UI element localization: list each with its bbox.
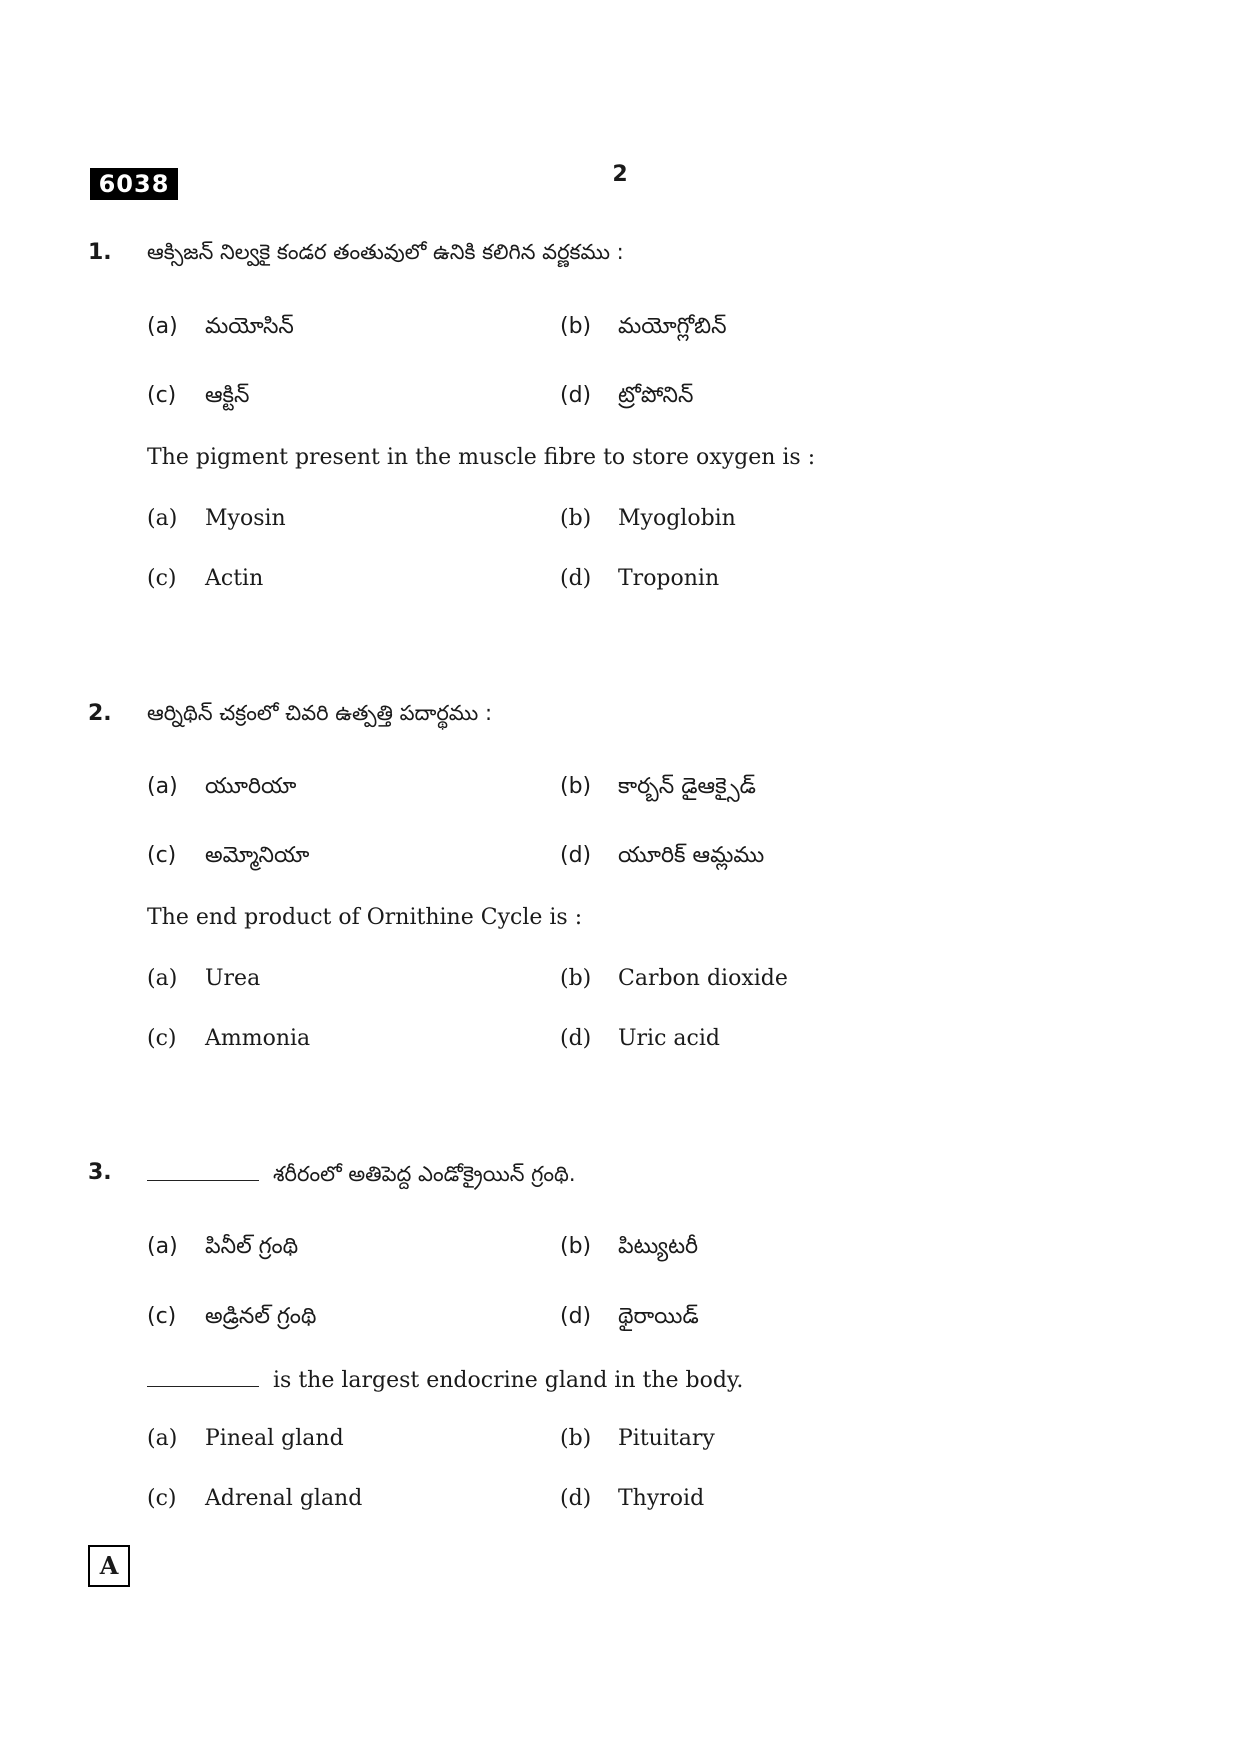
option-label: (b) [560,1234,592,1259]
option-label: (d) [560,1026,592,1051]
option-text: Pineal gland [205,1426,344,1451]
question-number: 1. [88,240,112,265]
option-label: (d) [560,1304,592,1329]
option-label: (c) [147,566,177,591]
option-text: Myosin [205,506,286,531]
option-text: Actin [205,566,264,591]
option-english-d [560,1026,720,1051]
option-text: Urea [205,966,261,991]
option-label: (a) [147,506,178,531]
option-telugu-b [560,1234,698,1264]
option-text: ట్రోపోనిన్ [618,383,694,408]
option-label: (a) [147,774,178,799]
option-text: Thyroid [618,1486,705,1511]
option-label: (a) [147,1234,178,1259]
option-telugu-c [147,383,249,413]
option-label: (b) [560,774,592,799]
option-telugu-a [147,314,294,344]
option-english-d [560,1486,704,1511]
option-text: మయోసిన్ [205,314,294,339]
option-text: యూరిక్ ఆమ్లము [618,843,765,868]
option-telugu-c [147,1304,316,1334]
option-label: (b) [560,1426,592,1451]
option-label: (b) [560,506,592,531]
option-telugu-b [560,774,756,804]
series-letter-box: A [88,1545,130,1587]
option-text: Ammonia [205,1026,311,1051]
question-number: 3. [88,1160,112,1185]
option-english-d [560,566,719,591]
question-prompt-telugu: శరీరంలో అతిపెద్ద ఎండోక్రైయిన్ గ్రంథి. [273,1162,576,1186]
option-label: (c) [147,383,177,408]
question-prompt-english: is the largest endocrine gland in the body. [273,1368,744,1393]
option-text: Adrenal gland [205,1486,363,1511]
option-label: (d) [560,383,592,408]
option-label: (c) [147,843,177,868]
option-telugu-d [560,843,764,873]
option-telugu-b [560,314,727,344]
page-number: 2 [612,162,628,187]
question-prompt-telugu: ఆర్నిథిన్ చక్రంలో చివరి ఉత్పత్తి పదార్థము : [147,701,493,725]
option-telugu-d [560,383,693,413]
option-english-c [147,1486,362,1511]
option-english-a [147,966,260,991]
option-english-a [147,506,286,531]
option-text: మయోగ్లోబిన్ [618,314,727,339]
option-label: (d) [560,566,592,591]
option-text: Troponin [618,566,720,591]
option-telugu-c [147,843,309,873]
option-english-b [560,506,736,531]
option-text: Carbon dioxide [618,966,788,991]
option-text: అమ్మోనియా [205,843,310,868]
option-text: Myoglobin [618,506,736,531]
option-english-b [560,1426,715,1451]
option-label: (c) [147,1304,177,1329]
option-label: (b) [560,314,592,339]
option-telugu-a [147,1234,298,1264]
option-telugu-a [147,774,296,804]
option-text: అడ్రినల్ గ్రంథి [205,1304,317,1329]
option-label: (a) [147,1426,178,1451]
option-text: Uric acid [618,1026,720,1051]
option-label: (a) [147,314,178,339]
question-number: 2. [88,701,112,726]
question-prompt-english: The end product of Ornithine Cycle is : [147,905,583,930]
question-prompt-english: The pigment present in the muscle fibre to store oxygen is : [147,445,816,470]
option-text: ఆక్టిన్ [205,383,250,408]
option-english-c [147,566,263,591]
option-label: (a) [147,966,178,991]
question-prompt-telugu-line [147,1160,576,1192]
answer-blank [147,1366,259,1387]
option-text: థైరాయిడ్ [618,1304,699,1329]
option-label: (c) [147,1486,177,1511]
option-text: పిట్యుటరీ [618,1234,699,1259]
option-english-c [147,1026,310,1051]
option-english-b [560,966,788,991]
paper-code-badge: 6038 [90,168,178,200]
option-text: యూరియా [205,774,297,799]
option-label: (d) [560,843,592,868]
option-english-a [147,1426,344,1451]
option-text: కార్బన్ డైఆక్సైడ్ [618,774,756,799]
question-prompt-telugu: ఆక్సిజన్ నిల్వకై కండర తంతువులో ఉనికి కలిగిన వర్ణకము : [147,240,624,264]
option-text: పినీల్ గ్రంథి [205,1234,299,1259]
option-label: (c) [147,1026,177,1051]
option-label: (d) [560,1486,592,1511]
option-telugu-d [560,1304,699,1334]
question-prompt-english-line [147,1366,743,1393]
option-text: Pituitary [618,1426,715,1451]
answer-blank [147,1160,259,1181]
option-label: (b) [560,966,592,991]
